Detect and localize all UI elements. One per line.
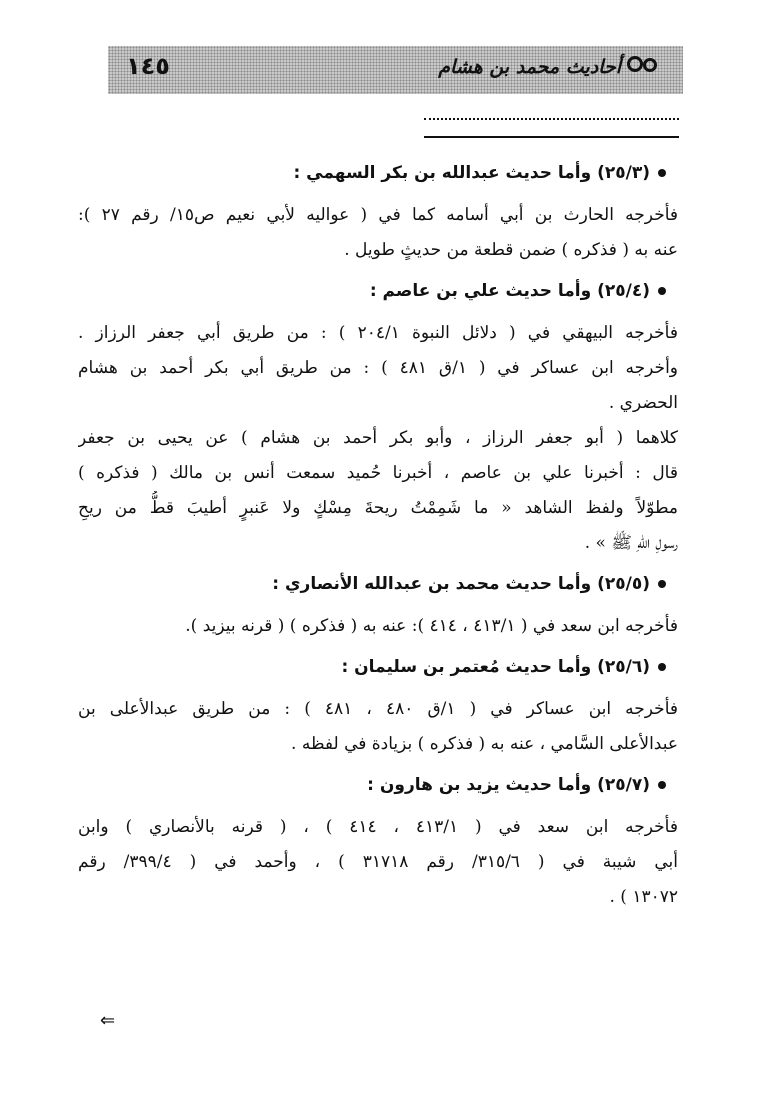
section-heading: (٢٥/٧) وأما حديث يزيد بن هارون : bbox=[78, 770, 678, 800]
bullet-icon bbox=[658, 580, 666, 588]
text-line: قال : أخبرنا علي بن عاصم ، أخبرنا حُميد سمعت أنس بن مالك ( فذكره ) bbox=[78, 463, 678, 483]
section-heading: (٢٥/٥) وأما حديث محمد بن عبدالله الأنصاري : bbox=[78, 569, 678, 599]
dotted-divider bbox=[424, 118, 679, 120]
section-heading: (٢٥/٣) وأما حديث عبدالله بن بكر السهمي : bbox=[78, 158, 678, 188]
text-line: وأخرجه ابن عساكر في ( ١/ق ٤٨١ ) : من طريق أبي بكر أحمد بن هشام bbox=[78, 358, 678, 378]
text-line: فأخرجه ابن سعد في ( ٤١٣/١ ، ٤١٤ ) ، ( قرنه بالأنصاري ) وابن bbox=[78, 817, 678, 837]
ornament-icon bbox=[643, 58, 657, 72]
text-line: أبي شيبة في ( ٣١٥/٦/ رقم ٣١٧١٨ ) ، وأحمد في ( ٣٩٩/٤/ رقم bbox=[78, 852, 678, 872]
text-line: عبدالأعلى السَّامي ، عنه به ( فذكره ) بزيادة في لفظه . bbox=[291, 734, 678, 754]
text-line: فأخرجه الحارث بن أبي أسامه كما في ( عواليه لأبي نعيم ص١٥/ رقم ٢٧ ): bbox=[78, 205, 678, 225]
text-line: فأخرجه ابن عساكر في ( ١/ق ٤٨٠ ، ٤٨١ ) : من طريق عبدالأعلى بن bbox=[78, 699, 678, 719]
bullet-icon bbox=[658, 663, 666, 671]
bullet-icon bbox=[658, 169, 666, 177]
text-line: الحضري . bbox=[608, 393, 678, 413]
running-title: أحاديث محمد بن هشام bbox=[438, 56, 621, 78]
page-body bbox=[78, 158, 678, 915]
section-heading: (٢٥/٤) وأما حديث علي بن عاصم : bbox=[78, 276, 678, 306]
text-line: عنه به ( فذكره ) ضمن قطعة من حديثٍ طويل . bbox=[344, 240, 678, 260]
bullet-icon bbox=[658, 287, 666, 295]
bullet-icon bbox=[658, 781, 666, 789]
text-line: رسولِ اللهِ ﷺ » . bbox=[584, 533, 678, 553]
text-line: كلاهما ( أبو جعفر الرزاز ، وأبو بكر أحمد بن هشام ) عن يحيى بن جعفر bbox=[78, 428, 678, 448]
solid-divider bbox=[424, 136, 679, 138]
text-line: فأخرجه ابن سعد في ( ٤١٣/١ ، ٤١٤ ): عنه به ( فذكره ) ( قرنه بيزيد ). bbox=[185, 616, 678, 636]
text-line: فأخرجه البيهقي في ( دلائل النبوة ٢٠٤/١ ) : من طريق أبي جعفر الرزاز . bbox=[78, 323, 678, 343]
page-number: ١٤٥ bbox=[126, 52, 170, 80]
text-line: ١٣٠٧٢ ) . bbox=[609, 887, 678, 907]
ornament-icon bbox=[627, 56, 643, 72]
next-page-arrow-icon: ⇐ bbox=[100, 1010, 116, 1031]
section-heading: (٢٥/٦) وأما حديث مُعتمر بن سليمان : bbox=[78, 652, 678, 682]
text-line: مطوّلاً ولفظ الشاهد « ما شَمِمْتُ ريحةَ مِسْكٍ ولا عَنبرٍ أطيبَ قطُّ من ريحِ bbox=[78, 498, 678, 518]
